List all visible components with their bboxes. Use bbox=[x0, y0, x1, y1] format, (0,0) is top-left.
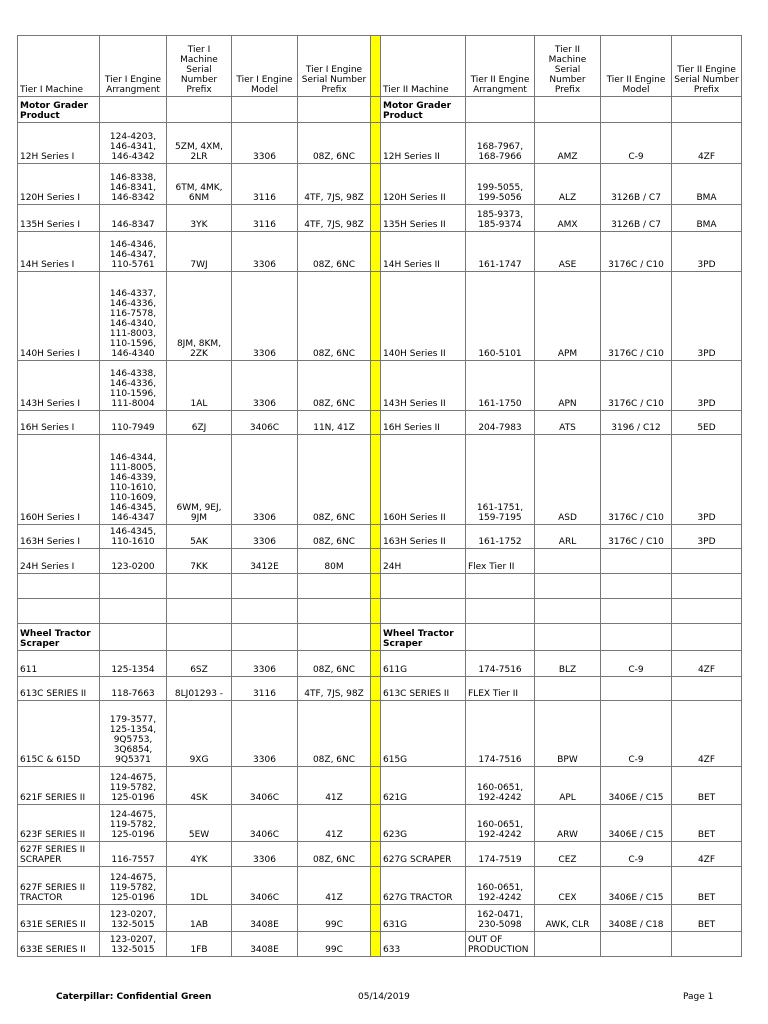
table-cell: 24H Series I bbox=[18, 549, 100, 574]
empty-cell bbox=[167, 97, 232, 123]
table-cell: 3306 bbox=[232, 701, 298, 767]
table-cell: 6ZJ bbox=[167, 411, 232, 435]
table-cell: 160-0651, 192-4242 bbox=[466, 805, 535, 842]
table-row bbox=[18, 867, 742, 905]
table-cell: 14H Series II bbox=[381, 232, 466, 272]
table-cell: 611G bbox=[381, 651, 466, 677]
table-cell: 627F SERIES II SCRAPER bbox=[18, 842, 100, 867]
yellow-separator bbox=[371, 97, 381, 123]
table-cell: 627G SCRAPER bbox=[381, 842, 466, 867]
table-cell: 3406C bbox=[232, 805, 298, 842]
table-cell: 161-1751, 159-7195 bbox=[466, 435, 535, 525]
table-cell: 80M bbox=[298, 549, 371, 574]
table-cell: 125-1354 bbox=[100, 651, 167, 677]
table-cell: 8JM, 8KM, 2ZK bbox=[167, 272, 232, 361]
empty-cell bbox=[100, 624, 167, 651]
table-cell: APL bbox=[535, 767, 601, 805]
table-cell: 204-7983 bbox=[466, 411, 535, 435]
yellow-separator bbox=[371, 525, 381, 549]
table-cell: 3176C / C10 bbox=[601, 232, 672, 272]
table-cell: 5AK bbox=[167, 525, 232, 549]
table-cell: 146-4337, 146-4336, 116-7578, 146-4340, 111-8003, 110-1596, 146-4340 bbox=[100, 272, 167, 361]
table-cell: 99C bbox=[298, 905, 371, 932]
table-cell: 3306 bbox=[232, 232, 298, 272]
table-cell: 3176C / C10 bbox=[601, 435, 672, 525]
table-cell: 6TM, 4MK, 6NM bbox=[167, 164, 232, 205]
yellow-separator bbox=[371, 205, 381, 232]
table-cell: 3408E / C18 bbox=[601, 905, 672, 932]
table-row bbox=[18, 549, 742, 574]
table-row bbox=[18, 701, 742, 767]
table-cell: CEZ bbox=[535, 842, 601, 867]
table-row bbox=[18, 677, 742, 701]
table-row bbox=[18, 805, 742, 842]
table-cell: 161-1752 bbox=[466, 525, 535, 549]
table-cell: 3412E bbox=[232, 549, 298, 574]
table-cell: 5ZM, 4XM, 2LR bbox=[167, 123, 232, 164]
table-cell: BET bbox=[672, 805, 742, 842]
table-cell: 627F SERIES II TRACTOR bbox=[18, 867, 100, 905]
table-cell: ALZ bbox=[535, 164, 601, 205]
table-cell: 615G bbox=[381, 701, 466, 767]
table-cell: 160H Series II bbox=[381, 435, 466, 525]
table-cell bbox=[535, 549, 601, 574]
table-cell: 8LJ01293 - bbox=[167, 677, 232, 701]
table-row bbox=[18, 525, 742, 549]
table-cell: 4ZF bbox=[672, 701, 742, 767]
table-cell bbox=[535, 677, 601, 701]
yellow-separator bbox=[371, 905, 381, 932]
table-cell: 3116 bbox=[232, 205, 298, 232]
table-cell: 613C SERIES II bbox=[381, 677, 466, 701]
yellow-separator bbox=[371, 651, 381, 677]
empty-cell bbox=[167, 574, 232, 599]
table-cell: 146-4344, 111-8005, 146-4339, 110-1610, 110-1609, 146-4345, 146-4347 bbox=[100, 435, 167, 525]
column-header: Tier II Engine Model bbox=[601, 36, 672, 97]
empty-cell bbox=[167, 599, 232, 624]
table-row bbox=[18, 361, 742, 411]
table-cell: 3PD bbox=[672, 272, 742, 361]
yellow-separator bbox=[371, 411, 381, 435]
table-cell: ASD bbox=[535, 435, 601, 525]
table-cell: 161-1747 bbox=[466, 232, 535, 272]
empty-cell bbox=[100, 97, 167, 123]
table-cell: 124-4675, 119-5782, 125-0196 bbox=[100, 805, 167, 842]
section-label: Wheel Tractor Scraper bbox=[18, 624, 100, 651]
table-cell: BET bbox=[672, 867, 742, 905]
table-cell: 124-4675, 119-5782, 125-0196 bbox=[100, 867, 167, 905]
table-cell: 161-1750 bbox=[466, 361, 535, 411]
table-cell bbox=[672, 932, 742, 957]
table-cell: 3406E / C15 bbox=[601, 867, 672, 905]
section-row bbox=[18, 97, 742, 123]
empty-cell bbox=[672, 97, 742, 123]
table-cell: 4ZF bbox=[672, 651, 742, 677]
yellow-separator bbox=[371, 435, 381, 525]
table-row bbox=[18, 411, 742, 435]
empty-cell bbox=[601, 97, 672, 123]
table-row bbox=[18, 205, 742, 232]
table-cell: 120H Series I bbox=[18, 164, 100, 205]
table-cell: ARW bbox=[535, 805, 601, 842]
table-cell: BMA bbox=[672, 205, 742, 232]
table-cell: 3176C / C10 bbox=[601, 525, 672, 549]
table-row bbox=[18, 932, 742, 957]
empty-cell bbox=[100, 574, 167, 599]
table-cell: 3306 bbox=[232, 651, 298, 677]
table-cell: 3306 bbox=[232, 525, 298, 549]
table-row bbox=[18, 842, 742, 867]
empty-cell bbox=[298, 599, 371, 624]
empty-cell bbox=[672, 599, 742, 624]
table-cell: 160H Series I bbox=[18, 435, 100, 525]
table-cell bbox=[601, 549, 672, 574]
yellow-separator bbox=[371, 272, 381, 361]
yellow-separator bbox=[371, 805, 381, 842]
table-cell: CEX bbox=[535, 867, 601, 905]
table-cell: BMA bbox=[672, 164, 742, 205]
empty-cell bbox=[672, 574, 742, 599]
empty-cell bbox=[167, 624, 232, 651]
table-cell: 146-8347 bbox=[100, 205, 167, 232]
yellow-separator bbox=[371, 701, 381, 767]
table-cell: 3PD bbox=[672, 525, 742, 549]
table-cell: 3PD bbox=[672, 232, 742, 272]
table-cell: 179-3577, 125-1354, 9Q5753, 3Q6854, 9Q5371 bbox=[100, 701, 167, 767]
table-cell: 08Z, 6NC bbox=[298, 361, 371, 411]
table-cell: 123-0200 bbox=[100, 549, 167, 574]
table-cell: 3126B / C7 bbox=[601, 164, 672, 205]
table-cell: 7WJ bbox=[167, 232, 232, 272]
table-cell: 110-7949 bbox=[100, 411, 167, 435]
empty-cell bbox=[601, 574, 672, 599]
table-cell: 1AB bbox=[167, 905, 232, 932]
table-cell bbox=[601, 677, 672, 701]
empty-cell bbox=[298, 624, 371, 651]
empty-cell bbox=[232, 97, 298, 123]
table-cell: 4YK bbox=[167, 842, 232, 867]
table-cell: 631E SERIES II bbox=[18, 905, 100, 932]
table-cell: BET bbox=[672, 905, 742, 932]
table-cell: C-9 bbox=[601, 651, 672, 677]
table-cell: 4TF, 7JS, 98Z bbox=[298, 677, 371, 701]
table-cell: 199-5055, 199-5056 bbox=[466, 164, 535, 205]
yellow-separator bbox=[371, 36, 381, 97]
table-cell: 4TF, 7JS, 98Z bbox=[298, 164, 371, 205]
table-cell: 621F SERIES II bbox=[18, 767, 100, 805]
table-cell: 6SZ bbox=[167, 651, 232, 677]
table-cell: 633E SERIES II bbox=[18, 932, 100, 957]
table-cell: FLEX Tier II bbox=[466, 677, 535, 701]
table-cell: 3306 bbox=[232, 272, 298, 361]
table-cell: AWK, CLR bbox=[535, 905, 601, 932]
empty-cell bbox=[298, 574, 371, 599]
table-cell: 3406C bbox=[232, 411, 298, 435]
table-cell: AMZ bbox=[535, 123, 601, 164]
table-cell: 143H Series II bbox=[381, 361, 466, 411]
table-cell: 143H Series I bbox=[18, 361, 100, 411]
table-cell: 163H Series I bbox=[18, 525, 100, 549]
empty-cell bbox=[232, 574, 298, 599]
table-cell: 3PD bbox=[672, 435, 742, 525]
yellow-separator bbox=[371, 624, 381, 651]
table-cell: ASE bbox=[535, 232, 601, 272]
column-header: Tier I Engine Arrangment bbox=[100, 36, 167, 97]
table-row bbox=[18, 272, 742, 361]
table-cell: 120H Series II bbox=[381, 164, 466, 205]
table-row bbox=[18, 905, 742, 932]
empty-cell bbox=[466, 97, 535, 123]
table-cell: 3306 bbox=[232, 842, 298, 867]
yellow-separator bbox=[371, 574, 381, 599]
empty-cell bbox=[381, 574, 466, 599]
table-cell: BLZ bbox=[535, 651, 601, 677]
table-cell: APM bbox=[535, 272, 601, 361]
table-cell: 16H Series II bbox=[381, 411, 466, 435]
table-cell: 5EW bbox=[167, 805, 232, 842]
table-cell: Flex Tier II bbox=[466, 549, 535, 574]
table-cell: 41Z bbox=[298, 805, 371, 842]
table-cell: 3306 bbox=[232, 361, 298, 411]
empty-cell bbox=[232, 624, 298, 651]
table-cell bbox=[672, 677, 742, 701]
table-cell: 3PD bbox=[672, 361, 742, 411]
table-cell: 174-7516 bbox=[466, 701, 535, 767]
table-cell: 4ZF bbox=[672, 842, 742, 867]
table-cell: 3126B / C7 bbox=[601, 205, 672, 232]
column-header: Tier II Machine bbox=[381, 36, 466, 97]
table-cell: 160-0651, 192-4242 bbox=[466, 767, 535, 805]
section-label: Motor Grader Product bbox=[18, 97, 100, 123]
table-cell: 623F SERIES II bbox=[18, 805, 100, 842]
table-cell: 08Z, 6NC bbox=[298, 842, 371, 867]
table-cell: 163H Series II bbox=[381, 525, 466, 549]
table-cell: 7KK bbox=[167, 549, 232, 574]
table-cell: 1AL bbox=[167, 361, 232, 411]
column-header: Tier I Engine Serial Number Prefix bbox=[298, 36, 371, 97]
table-cell: 3176C / C10 bbox=[601, 361, 672, 411]
table-cell: 08Z, 6NC bbox=[298, 232, 371, 272]
table-cell: 4TF, 7JS, 98Z bbox=[298, 205, 371, 232]
table-cell: ATS bbox=[535, 411, 601, 435]
table-cell: 3116 bbox=[232, 677, 298, 701]
table-cell: 1FB bbox=[167, 932, 232, 957]
empty-cell bbox=[381, 599, 466, 624]
table-cell: 146-8338, 146-8341, 146-8342 bbox=[100, 164, 167, 205]
table-cell: 3196 / C12 bbox=[601, 411, 672, 435]
empty-cell bbox=[466, 574, 535, 599]
column-header: Tier II Machine Serial Number Prefix bbox=[535, 36, 601, 97]
table-cell: 3176C / C10 bbox=[601, 272, 672, 361]
column-header: Tier I Machine bbox=[18, 36, 100, 97]
table-cell: BPW bbox=[535, 701, 601, 767]
table-cell: 140H Series I bbox=[18, 272, 100, 361]
empty-cell bbox=[466, 599, 535, 624]
blank-row bbox=[18, 574, 742, 599]
table-cell: 16H Series I bbox=[18, 411, 100, 435]
table-cell: ARL bbox=[535, 525, 601, 549]
empty-cell bbox=[672, 624, 742, 651]
table-cell: 08Z, 6NC bbox=[298, 701, 371, 767]
footer-page: Page 1 bbox=[683, 992, 714, 1002]
table-cell bbox=[535, 932, 601, 957]
empty-cell bbox=[18, 574, 100, 599]
yellow-separator bbox=[371, 599, 381, 624]
table-cell: 135H Series II bbox=[381, 205, 466, 232]
empty-cell bbox=[601, 624, 672, 651]
blank-row bbox=[18, 599, 742, 624]
empty-cell bbox=[466, 624, 535, 651]
header-row bbox=[18, 36, 742, 97]
table-cell: 140H Series II bbox=[381, 272, 466, 361]
table-cell: 160-5101 bbox=[466, 272, 535, 361]
table-cell bbox=[672, 549, 742, 574]
table-cell: 123-0207, 132-5015 bbox=[100, 932, 167, 957]
table-cell: 4SK bbox=[167, 767, 232, 805]
table-cell: 124-4203, 146-4341, 146-4342 bbox=[100, 123, 167, 164]
table-cell: 118-7663 bbox=[100, 677, 167, 701]
table-row bbox=[18, 232, 742, 272]
table-cell: 08Z, 6NC bbox=[298, 651, 371, 677]
table-cell: 621G bbox=[381, 767, 466, 805]
table-cell: BET bbox=[672, 767, 742, 805]
yellow-separator bbox=[371, 867, 381, 905]
table-cell: 41Z bbox=[298, 767, 371, 805]
section-row bbox=[18, 624, 742, 651]
table-cell: 1DL bbox=[167, 867, 232, 905]
table-cell: 3306 bbox=[232, 123, 298, 164]
table-cell: 3408E bbox=[232, 905, 298, 932]
footer-company: Caterpillar: Confidential Green bbox=[56, 992, 212, 1002]
table-cell: 3306 bbox=[232, 435, 298, 525]
table-cell: 14H Series I bbox=[18, 232, 100, 272]
table-cell: 135H Series I bbox=[18, 205, 100, 232]
table-row bbox=[18, 123, 742, 164]
table-row bbox=[18, 651, 742, 677]
table-cell: 162-0471, 230-5098 bbox=[466, 905, 535, 932]
table-cell: 3406E / C15 bbox=[601, 805, 672, 842]
empty-cell bbox=[601, 599, 672, 624]
section-label: Wheel Tractor Scraper bbox=[381, 624, 466, 651]
empty-cell bbox=[535, 97, 601, 123]
table-cell: 633 bbox=[381, 932, 466, 957]
empty-cell bbox=[100, 599, 167, 624]
table-cell: 146-4345, 110-1610 bbox=[100, 525, 167, 549]
table-cell: 9XG bbox=[167, 701, 232, 767]
table-cell: 611 bbox=[18, 651, 100, 677]
table-cell: 08Z, 6NC bbox=[298, 123, 371, 164]
empty-cell bbox=[298, 97, 371, 123]
table-cell bbox=[601, 932, 672, 957]
table-cell: 6WM, 9EJ, 9JM bbox=[167, 435, 232, 525]
table-cell: 4ZF bbox=[672, 123, 742, 164]
yellow-separator bbox=[371, 767, 381, 805]
table-cell: 627G TRACTOR bbox=[381, 867, 466, 905]
section-label: Motor Grader Product bbox=[381, 97, 466, 123]
engine-cross-reference-table bbox=[17, 35, 742, 957]
table-cell: 24H bbox=[381, 549, 466, 574]
table-cell: OUT OF PRODUCTION bbox=[466, 932, 535, 957]
table-cell: 615C & 615D bbox=[18, 701, 100, 767]
table-cell: 623G bbox=[381, 805, 466, 842]
table-row bbox=[18, 435, 742, 525]
column-header: Tier II Engine Serial Number Prefix bbox=[672, 36, 742, 97]
table-cell: 174-7516 bbox=[466, 651, 535, 677]
table-cell: C-9 bbox=[601, 701, 672, 767]
table-cell: AMX bbox=[535, 205, 601, 232]
footer-date: 05/14/2019 bbox=[358, 992, 410, 1002]
table-cell: 3YK bbox=[167, 205, 232, 232]
table-cell: 12H Series I bbox=[18, 123, 100, 164]
table-cell: C-9 bbox=[601, 123, 672, 164]
table-cell: 3408E bbox=[232, 932, 298, 957]
table-cell: 146-4338, 146-4336, 110-1596, 111-8004 bbox=[100, 361, 167, 411]
empty-cell bbox=[535, 624, 601, 651]
table-cell: 08Z, 6NC bbox=[298, 272, 371, 361]
table-cell: C-9 bbox=[601, 842, 672, 867]
table-cell: 116-7557 bbox=[100, 842, 167, 867]
table-cell: 160-0651, 192-4242 bbox=[466, 867, 535, 905]
table-cell: 08Z, 6NC bbox=[298, 435, 371, 525]
empty-cell bbox=[535, 574, 601, 599]
table-cell: 174-7519 bbox=[466, 842, 535, 867]
yellow-separator bbox=[371, 232, 381, 272]
yellow-separator bbox=[371, 164, 381, 205]
table-cell: 185-9373, 185-9374 bbox=[466, 205, 535, 232]
yellow-separator bbox=[371, 549, 381, 574]
table-cell: 123-0207, 132-5015 bbox=[100, 905, 167, 932]
table-cell: 3406C bbox=[232, 767, 298, 805]
yellow-separator bbox=[371, 123, 381, 164]
yellow-separator bbox=[371, 361, 381, 411]
column-header: Tier II Engine Arrangment bbox=[466, 36, 535, 97]
yellow-separator bbox=[371, 842, 381, 867]
empty-cell bbox=[18, 599, 100, 624]
table-row bbox=[18, 164, 742, 205]
table-cell: 11N, 41Z bbox=[298, 411, 371, 435]
yellow-separator bbox=[371, 932, 381, 957]
table-cell: 146-4346, 146-4347, 110-5761 bbox=[100, 232, 167, 272]
table-cell: 08Z, 6NC bbox=[298, 525, 371, 549]
table-cell: 3406C bbox=[232, 867, 298, 905]
table-cell: 631G bbox=[381, 905, 466, 932]
empty-cell bbox=[232, 599, 298, 624]
column-header: Tier I Machine Serial Number Prefix bbox=[167, 36, 232, 97]
table-cell: 3406E / C15 bbox=[601, 767, 672, 805]
table-cell: 41Z bbox=[298, 867, 371, 905]
empty-cell bbox=[535, 599, 601, 624]
table-cell: APN bbox=[535, 361, 601, 411]
table-cell: 99C bbox=[298, 932, 371, 957]
table-cell: 168-7967, 168-7966 bbox=[466, 123, 535, 164]
column-header: Tier I Engine Model bbox=[232, 36, 298, 97]
table-cell: 5ED bbox=[672, 411, 742, 435]
table-cell: 124-4675, 119-5782, 125-0196 bbox=[100, 767, 167, 805]
table-cell: 613C SERIES II bbox=[18, 677, 100, 701]
table-cell: 3116 bbox=[232, 164, 298, 205]
table-cell: 12H Series II bbox=[381, 123, 466, 164]
table-row bbox=[18, 767, 742, 805]
yellow-separator bbox=[371, 677, 381, 701]
